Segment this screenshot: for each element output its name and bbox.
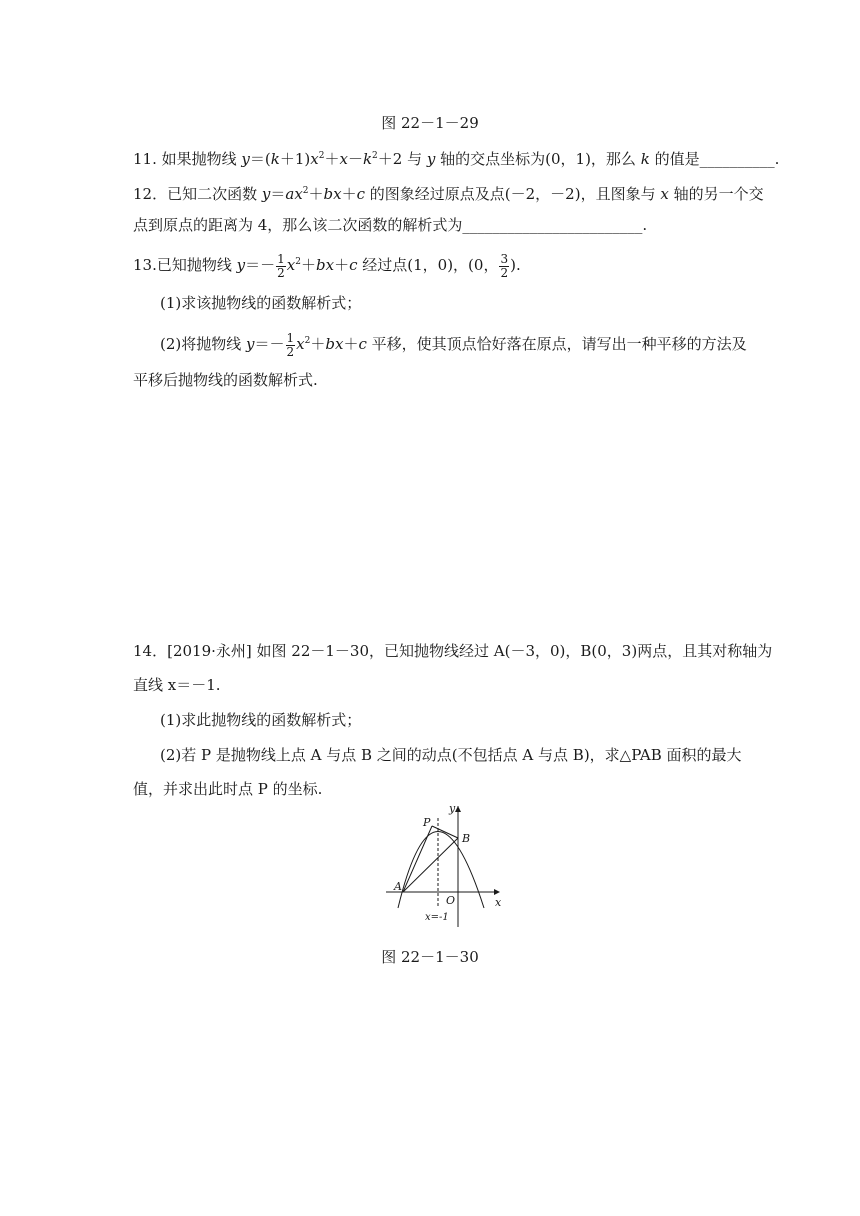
figure-caption-bottom: 图 22－1－30	[381, 948, 479, 966]
q12-line2: 点到原点的距离为 4，那么该二次函数的解析式为________________________.	[133, 216, 648, 234]
x-axis-arrow	[494, 889, 500, 895]
q14-part2: (2)若 P 是抛物线上点 A 与点 B 之间的动点(不包括点 A 与点 B)，求△PAB 面积的最大	[160, 746, 742, 764]
label-o: O	[446, 894, 456, 907]
label-b: B	[462, 832, 471, 845]
question-14: 14．[2019·永州] 如图 22－1－30，已知抛物线经过 A(－3，0)，B(0，3)两点，且其对称轴为	[133, 642, 773, 660]
question-13: 13.已知抛物线 y＝－ $\frac{1}{2}$ $x^2+bx+c$ 经过点(1，0)，(0， $\frac{3}{2}$ ).	[133, 251, 521, 280]
figure-caption-top: 图 22－1－29	[381, 114, 479, 132]
q13-label: 13.	[133, 256, 157, 274]
q14-line2: 直线 x＝－1.	[133, 676, 221, 694]
segment-ap	[403, 826, 432, 892]
label-p: P	[423, 816, 431, 829]
q13-part2: (2)将抛物线 y＝－ $\frac{1}{2}$ $x^2+bx+c$ 平移，使其顶点恰好落在原点，请写出一种平移的方法及	[160, 330, 747, 359]
q14-label: 14．	[133, 642, 168, 660]
q14-part2-line2: 值，并求出此时点 P 的坐标.	[133, 780, 323, 798]
q13-fraction: $\frac{3}{2}$	[500, 251, 509, 280]
question-12: 12．已知二次函数 $y=ax^2+bx+c$ 的图象经过原点及点(－2，－2)，且图象与 x 轴的另一个交	[133, 185, 764, 203]
label-x: x	[495, 896, 502, 909]
q13-part1: (1)求该抛物线的函数解析式；	[160, 294, 362, 312]
parabola-curve	[398, 832, 484, 909]
parabola-figure	[380, 800, 510, 930]
y-axis-arrow	[455, 806, 461, 812]
q12-label: 12．	[133, 185, 168, 203]
q13-part2-line2: 平移后抛物线的函数解析式.	[133, 371, 318, 389]
label-a: A	[394, 880, 402, 893]
label-y: y	[449, 802, 456, 815]
q11-label: 11.	[133, 150, 157, 168]
label-axis: x=-1	[425, 912, 449, 923]
question-11: 11. 如果抛物线 $y=(k+1)x^2+x-k^2+2$ 与 y 轴的交点坐标为(0，1)，那么 k 的值是__________.	[133, 150, 780, 168]
q14-part1: (1)求此抛物线的函数解析式；	[160, 711, 362, 729]
